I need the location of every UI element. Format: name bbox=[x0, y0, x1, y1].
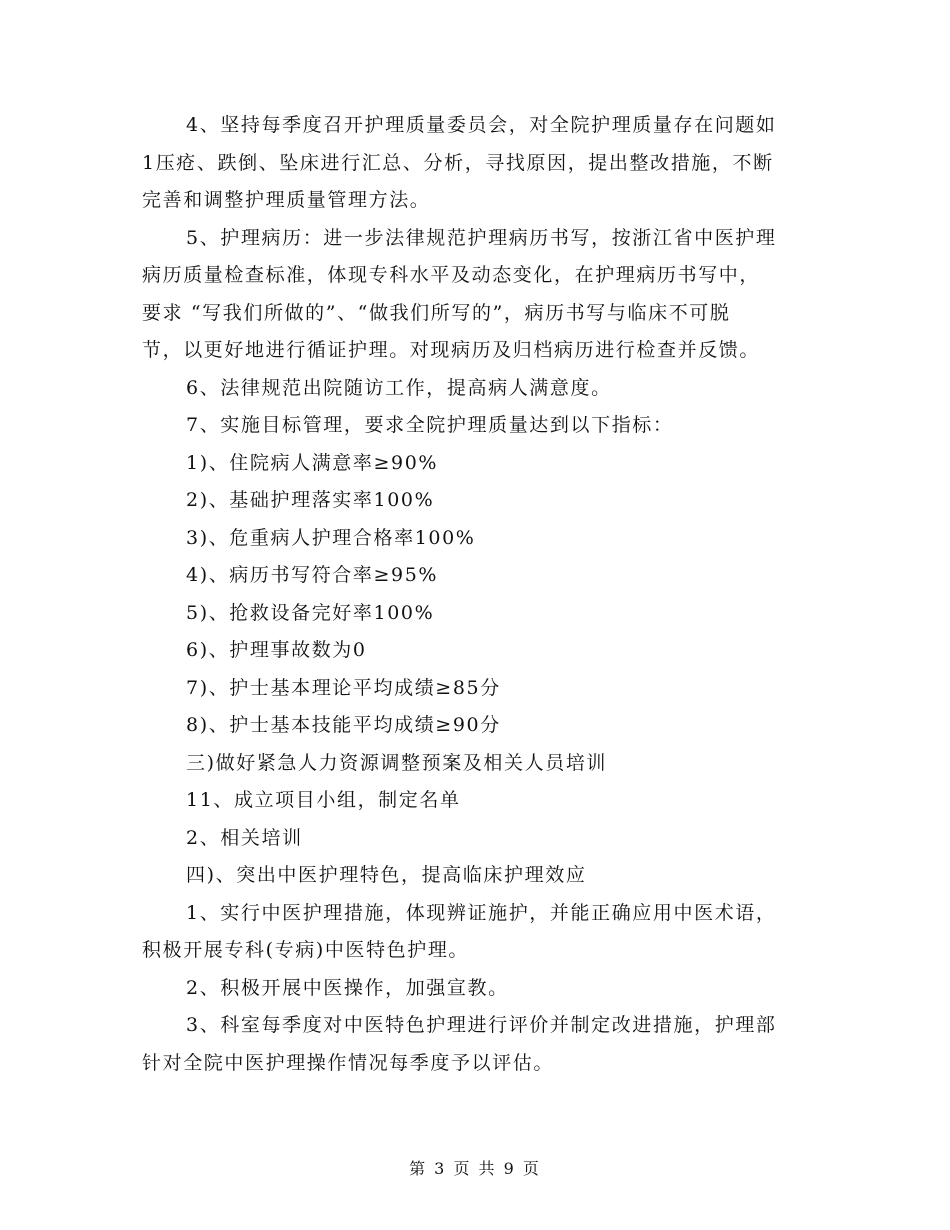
text-line: 完善和调整护理质量管理方法。 bbox=[142, 189, 431, 211]
text-line: 节，以更好地进行循证护理。对现病历及归档病历进行检查并反馈。 bbox=[142, 339, 761, 361]
text-line: 4、坚持每季度召开护理质量委员会，对全院护理质量存在问题如 bbox=[186, 114, 777, 136]
text-line: 2)、基础护理落实率100% bbox=[186, 489, 435, 511]
page-footer: 第 3 页 共 9 页 bbox=[409, 1159, 541, 1178]
text-line: 要求 “写我们所做的”、“做我们所写的”，病历书写与临床不可脱 bbox=[142, 301, 731, 324]
text-line: 6、法律规范出院随访工作，提高病人满意度。 bbox=[186, 376, 612, 399]
text-line: 1、实行中医护理措施，体现辨证施护，并能正确应用中医术语， bbox=[186, 901, 777, 924]
document-body bbox=[142, 107, 812, 1082]
text-line: 3)、危重病人护理合格率100% bbox=[186, 526, 476, 549]
text-line: 8)、护士基本技能平均成绩≥90分 bbox=[186, 714, 501, 736]
text-line: 4)、病历书写符合率≥95% bbox=[186, 564, 439, 586]
text-line: 2、相关培训 bbox=[186, 826, 303, 849]
text-line: 7、实施目标管理，要求全院护理质量达到以下指标： bbox=[186, 414, 674, 436]
text-line: 病历质量检查标准，体现专科水平及动态变化，在护理病历书写中， bbox=[142, 264, 761, 286]
text-line: 5、护理病历：进一步法律规范护理病历书写，按浙江省中医护理 bbox=[186, 226, 777, 249]
text-line: 3、科室每季度对中医特色护理进行评价并制定改进措施，护理部 bbox=[186, 1014, 777, 1036]
text-line: 5)、抢救设备完好率100% bbox=[186, 601, 435, 624]
text-line: 四)、突出中医护理特色，提高临床护理效应 bbox=[186, 864, 587, 886]
text-line: 针对全院中医护理操作情况每季度予以评估。 bbox=[142, 1051, 555, 1074]
text-line: 三)做好紧急人力资源调整预案及相关人员培训 bbox=[186, 751, 608, 774]
text-line: 1压疮、跌倒、坠床进行汇总、分析，寻找原因，提出整改措施，不断 bbox=[142, 151, 774, 174]
text-line: 1)、住院病人满意率≥90% bbox=[186, 451, 439, 474]
text-line: 2、积极开展中医操作，加强宣教。 bbox=[186, 976, 509, 999]
text-line: 6)、护理事故数为0 bbox=[186, 639, 367, 661]
text-line: 积极开展专科(专病)中医特色护理。 bbox=[142, 939, 470, 961]
text-line: 11、成立项目小组，制定名单 bbox=[186, 789, 461, 811]
text-line: 7)、护士基本理论平均成绩≥85分 bbox=[186, 676, 501, 699]
